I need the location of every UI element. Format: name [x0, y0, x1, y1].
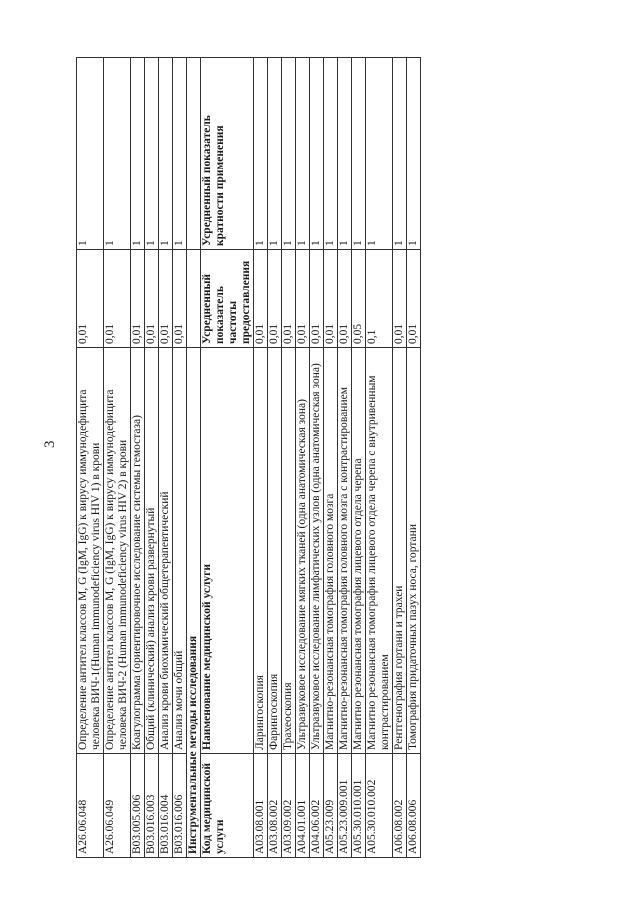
cell-code: A03.08.002 [268, 754, 282, 858]
cell-code: A05.23.009 [324, 754, 338, 858]
cell-name: Томография придаточных пазух носа, гортани [407, 348, 421, 754]
cell-name: Ультразвуковое исследование мягких тканей (одна анатомическая зона) [296, 348, 310, 754]
table-row [352, 58, 366, 858]
cell-mult: 1 [407, 58, 421, 250]
cell-name: Общий (клинический) анализ крови развернутый [145, 348, 159, 754]
table-row [104, 58, 131, 858]
table-row [366, 58, 393, 858]
cell-freq: 0,01 [338, 250, 352, 348]
cell-freq: 0,01 [393, 250, 407, 348]
table-row [131, 58, 145, 858]
cell-mult: 1 [352, 58, 366, 250]
cell-freq: 0,01 [268, 250, 282, 348]
cell-code: A03.08.001 [254, 754, 268, 858]
cell-name: Коагулограмма (ориентировочное исследование системы гемостаза) [131, 348, 145, 754]
header-code: Код медицинской услуги [201, 754, 254, 858]
cell-code: A26.06.048 [77, 754, 104, 858]
cell-name: Анализ крови биохимический общетерапевтический [159, 348, 173, 754]
cell-code: B03.016.006 [173, 754, 187, 858]
cell-freq: 0,01 [324, 250, 338, 348]
section-empty-cell [187, 250, 201, 348]
section-row [187, 58, 201, 858]
header-name: Наименование медицинской услуги [201, 348, 254, 754]
cell-mult: 1 [159, 58, 173, 250]
cell-mult: 1 [173, 58, 187, 250]
cell-name: Ультразвуковое исследование лимфатических узлов (одна анатомическая зона) [310, 348, 324, 754]
cell-code: A06.08.002 [393, 754, 407, 858]
cell-name: Рентгенография гортани и трахеи [393, 348, 407, 754]
cell-mult: 1 [324, 58, 338, 250]
cell-freq: 0,01 [145, 250, 159, 348]
cell-name: Магнитно резонансная томография лицевого отдела черепа [352, 348, 366, 754]
table-row [173, 58, 187, 858]
cell-mult: 1 [104, 58, 131, 250]
cell-freq: 0,1 [366, 250, 393, 348]
cell-freq: 0,01 [282, 250, 296, 348]
cell-freq: 0,01 [77, 250, 104, 348]
lab-rows [77, 58, 187, 858]
cell-freq: 0,01 [131, 250, 145, 348]
section-title: Инструментальные методы исследования [187, 348, 201, 858]
cell-mult: 1 [338, 58, 352, 250]
table-row [145, 58, 159, 858]
cell-name: Определение антител классов M, G (IgM, IgG) к вирусу иммунодефицита человека ВИЧ-2 (Human immunodeficiency virus HIV 2) в крови [104, 348, 131, 754]
cell-freq: 0,01 [296, 250, 310, 348]
cell-freq: 0,01 [159, 250, 173, 348]
cell-code: A05.30.010.002 [366, 754, 393, 858]
cell-mult: 1 [366, 58, 393, 250]
table-row [324, 58, 338, 858]
table-row [282, 58, 296, 858]
cell-code: A05.30.010.001 [352, 754, 366, 858]
cell-code: A26.06.049 [104, 754, 131, 858]
cell-code: B03.016.003 [145, 754, 159, 858]
instrumental-rows [254, 58, 421, 858]
cell-mult: 1 [77, 58, 104, 250]
cell-name: Магнитно резонансная томография лицевого отдела черепа с внутривенным контрастированием [366, 348, 393, 754]
cell-freq: 0,01 [407, 250, 421, 348]
table-row [407, 58, 421, 858]
table-row [77, 58, 104, 858]
cell-code: A06.08.006 [407, 754, 421, 858]
cell-freq: 0,05 [352, 250, 366, 348]
cell-code: B03.005.006 [131, 754, 145, 858]
cell-name: Определение антител классов M, G (IgM, IgG) к вирусу иммунодефицита человека ВИЧ-1(Human immunodeficiency virus HIV 1) в крови [77, 348, 104, 754]
cell-code: A03.09.002 [282, 754, 296, 858]
cell-name: Магнитно-резонансная томография головного мозга с контрастированием [338, 348, 352, 754]
cell-mult: 1 [393, 58, 407, 250]
table-row [268, 58, 282, 858]
cell-mult: 1 [145, 58, 159, 250]
cell-freq: 0,01 [104, 250, 131, 348]
header-freq: Усредненный показатель частоты предоставления [201, 250, 254, 348]
header-row [201, 58, 254, 858]
cell-freq: 0,01 [173, 250, 187, 348]
cell-code: B03.016.004 [159, 754, 173, 858]
cell-code: A04.06.002 [310, 754, 324, 858]
cell-mult: 1 [310, 58, 324, 250]
cell-code: A05.23.009.001 [338, 754, 352, 858]
cell-freq: 0,01 [254, 250, 268, 348]
cell-name: Ларингоскопия [254, 348, 268, 754]
cell-mult: 1 [296, 58, 310, 250]
page-number: 3 [42, 440, 58, 448]
cell-name: Магнитно-резонансная томография головного мозга [324, 348, 338, 754]
table-row [338, 58, 352, 858]
table-row [159, 58, 173, 858]
cell-code: A04.01.001 [296, 754, 310, 858]
cell-mult: 1 [268, 58, 282, 250]
cell-name: Трахеоскопия [282, 348, 296, 754]
section-empty-cell [187, 58, 201, 250]
section-block [187, 58, 254, 858]
table-row [254, 58, 268, 858]
cell-mult: 1 [282, 58, 296, 250]
header-mult: Усредненный показатель кратности применения [201, 58, 254, 250]
services-table [76, 57, 421, 858]
table-row [310, 58, 324, 858]
rotated-page [76, 58, 421, 858]
table-row [296, 58, 310, 858]
cell-mult: 1 [131, 58, 145, 250]
table-row [393, 58, 407, 858]
cell-mult: 1 [254, 58, 268, 250]
cell-freq: 0,01 [310, 250, 324, 348]
cell-name: Анализ мочи общий [173, 348, 187, 754]
cell-name: Фарингоскопия [268, 348, 282, 754]
